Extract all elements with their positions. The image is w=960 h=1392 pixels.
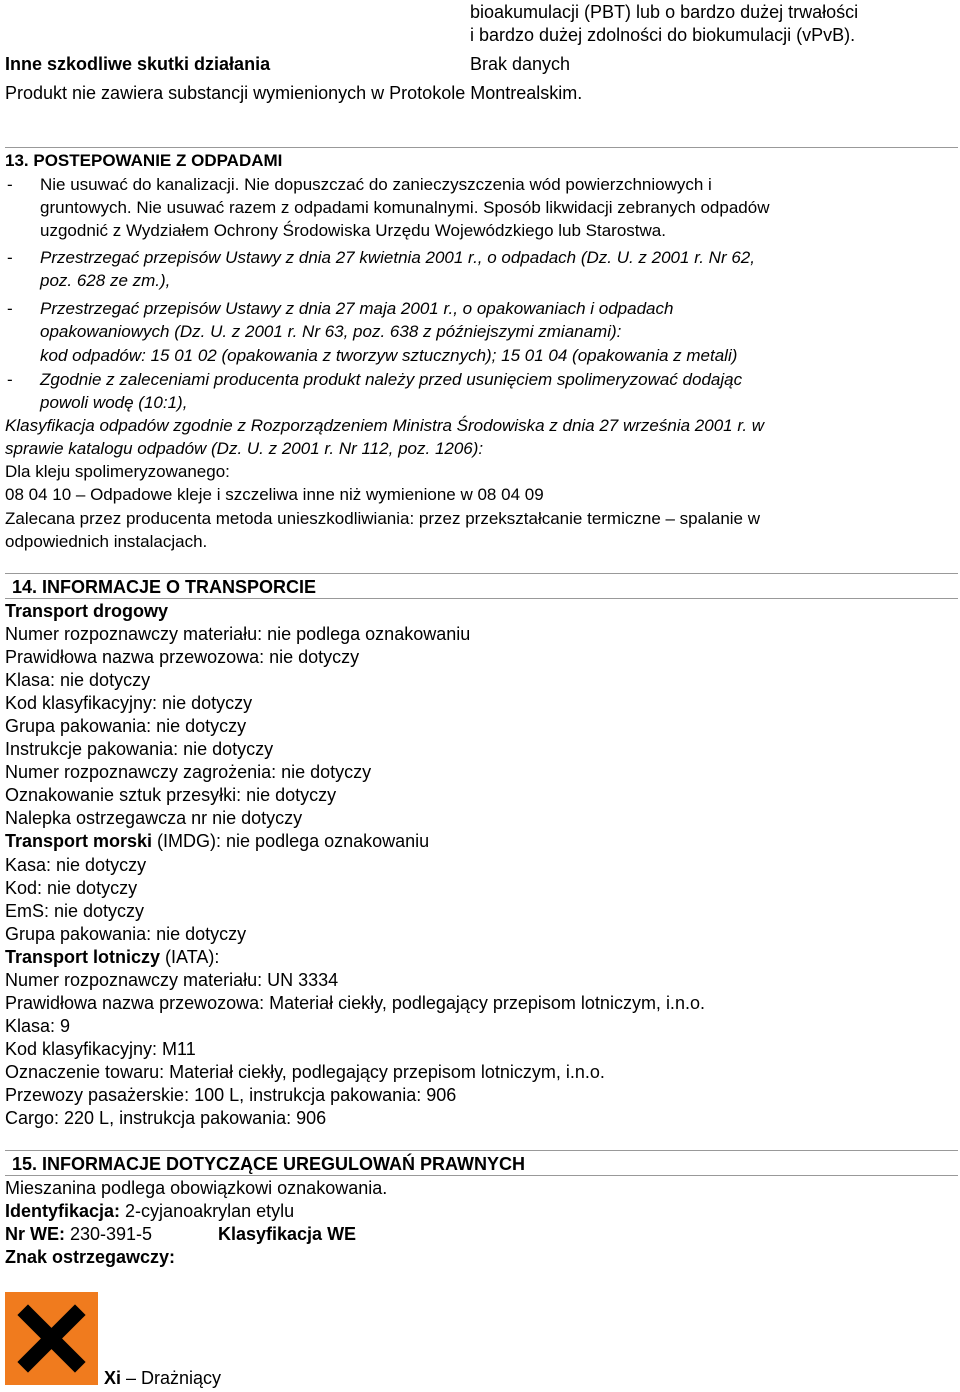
air-transport-note: (IATA): — [160, 947, 220, 967]
section-14-heading: 14. INFORMACJE O TRANSPORCIE — [12, 577, 317, 597]
bullet-dash: - — [7, 299, 13, 318]
ec-classification-label: Klasyfikacja WE — [218, 1224, 357, 1244]
air-item: Kod klasyfikacyjny: M11 — [5, 1039, 196, 1059]
s13-line-14: 08 04 10 – Odpadowe kleje i szczeliwa inne niż wymienione w 08 04 09 — [5, 485, 544, 504]
road-item: Nalepka ostrzegawcza nr nie dotyczy — [5, 808, 303, 828]
road-item: Numer rozpoznawczy zagrożenia: nie dotyczy — [5, 762, 372, 782]
ec-number-line — [5, 1225, 152, 1243]
ec-number-label: Nr WE: — [5, 1224, 65, 1244]
s13-line-7: opakowaniowych (Dz. U. z 2001 r. Nr 63, poz. 638 z późniejszymi zmianami): — [40, 322, 622, 341]
s13-line-6: Przestrzegać przepisów Ustawy z dnia 27 maja 2001 r., o opakowaniach i odpadach — [40, 299, 674, 318]
section-13-rule — [5, 147, 958, 148]
road-item: Oznakowanie sztuk przesyłki: nie dotyczy — [5, 785, 337, 805]
s13-line-12: sprawie katalogu odpadów (Dz. U. z 2001 r. Nr 112, poz. 1206): — [5, 439, 484, 458]
sea-item: Kod: nie dotyczy — [5, 878, 138, 898]
section-14-rule-top — [5, 573, 958, 574]
air-item: Oznaczenie towaru: Materiał ciekły, podlegający przepisom lotniczym, i.n.o. — [5, 1062, 605, 1082]
bullet-dash: - — [7, 248, 13, 267]
hazard-name: – Drażniący — [121, 1368, 222, 1388]
s13-line-10: powoli wodę (10:1), — [40, 393, 188, 412]
hazard-caption — [104, 1369, 221, 1387]
pbt-line-1: bioakumulacji (PBT) lub o bardzo dużej trwałości — [470, 2, 859, 22]
hazard-xi-icon — [5, 1292, 98, 1385]
s13-line-4: Przestrzegać przepisów Ustawy z dnia 27 kwietnia 2001 r., o odpadach (Dz. U. z 2001 r. Nr 62, — [40, 248, 755, 267]
s13-line-1: Nie usuwać do kanalizacji. Nie dopuszczać do zanieczyszczenia wód powierzchniowych i — [40, 175, 712, 194]
road-item: Prawidłowa nazwa przewozowa: nie dotyczy — [5, 647, 360, 667]
road-item: Instrukcje pakowania: nie dotyczy — [5, 739, 274, 759]
air-item: Numer rozpoznawczy materiału: UN 3334 — [5, 970, 339, 990]
s13-line-15: Zalecana przez producenta metoda unieszkodliwiania: przez przekształcanie termiczne – spalanie w — [5, 509, 761, 528]
sea-item: Grupa pakowania: nie dotyczy — [5, 924, 247, 944]
ec-number-value: 230-391-5 — [65, 1224, 153, 1244]
s13-line-3: uzgodnić z Wydziałem Ochrony Środowiska Urzędu Wojewódzkiego lub Starostwa. — [40, 221, 666, 240]
pbt-line-2: i bardzo dużej zdolności do biokumulacji (vPvB). — [470, 25, 856, 45]
identification-label: Identyfikacja: — [5, 1201, 121, 1221]
s13-line-9: Zgodnie z zaleceniami producenta produkt należy przed usunięciem spolimeryzować dodając — [40, 370, 743, 389]
section-15-rule-top — [5, 1150, 958, 1151]
air-item: Klasa: 9 — [5, 1016, 71, 1036]
section-13-heading: 13. POSTEPOWANIE Z ODPADAMI — [5, 151, 283, 170]
x-cross-icon — [5, 1292, 98, 1385]
s13-line-16: odpowiednich instalacjach. — [5, 532, 208, 551]
bullet-dash: - — [7, 175, 13, 194]
s13-line-2: gruntowych. Nie usuwać razem z odpadami komunalnymi. Sposób likwidacji zebranych odpadów — [40, 198, 770, 217]
sea-item: Kasa: nie dotyczy — [5, 855, 147, 875]
section-15-heading: 15. INFORMACJE DOTYCZĄCE UREGULOWAŃ PRAWNYCH — [12, 1154, 526, 1174]
air-transport-title: Transport lotniczy — [5, 947, 161, 967]
bullet-dash: - — [7, 370, 13, 389]
sea-transport-note: (IMDG): nie podlega oznakowaniu — [152, 831, 430, 851]
air-item: Przewozy pasażerskie: 100 L, instrukcja pakowania: 906 — [5, 1085, 457, 1105]
s13-line-11: Klasyfikacja odpadów zgodnie z Rozporządzeniem Ministra Środowiska z dnia 27 września 2001 r. w — [5, 416, 765, 435]
s13-line-13: Dla kleju spolimeryzowanego: — [5, 462, 230, 481]
labeling-note: Mieszanina podlega obowiązkowi oznakowania. — [5, 1178, 388, 1198]
road-item: Kod klasyfikacyjny: nie dotyczy — [5, 693, 253, 713]
road-item: Numer rozpoznawczy materiału: nie podlega oznakowaniu — [5, 624, 471, 644]
other-effects-value: Brak danych — [470, 54, 571, 74]
air-item: Prawidłowa nazwa przewozowa: Materiał ciekły, podlegający przepisom lotniczym, i.n.o. — [5, 993, 705, 1013]
hazard-code: Xi — [104, 1368, 122, 1388]
road-item: Klasa: nie dotyczy — [5, 670, 151, 690]
sea-item: EmS: nie dotyczy — [5, 901, 145, 921]
road-item: Grupa pakowania: nie dotyczy — [5, 716, 247, 736]
road-transport-title: Transport drogowy — [5, 601, 169, 621]
identification-line — [5, 1202, 294, 1220]
sea-transport-title: Transport morski — [5, 831, 153, 851]
section-15-rule-bottom — [5, 1175, 958, 1176]
identification-value: 2-cyjanoakrylan etylu — [120, 1201, 295, 1221]
warning-sign-label: Znak ostrzegawczy: — [5, 1247, 176, 1267]
section-14-rule-bottom — [5, 598, 958, 599]
other-effects-label: Inne szkodliwe skutki działania — [5, 54, 271, 74]
s13-line-5: poz. 628 ze zm.), — [40, 271, 171, 290]
s13-line-8: kod odpadów: 15 01 02 (opakowania z tworzyw sztucznych); 15 01 04 (opakowania z metali) — [40, 346, 738, 365]
air-transport-line — [5, 948, 219, 966]
air-item: Cargo: 220 L, instrukcja pakowania: 906 — [5, 1108, 327, 1128]
montreal-note: Produkt nie zawiera substancji wymienionych w Protokole Montrealskim. — [5, 83, 583, 103]
sea-transport-line — [5, 832, 429, 850]
